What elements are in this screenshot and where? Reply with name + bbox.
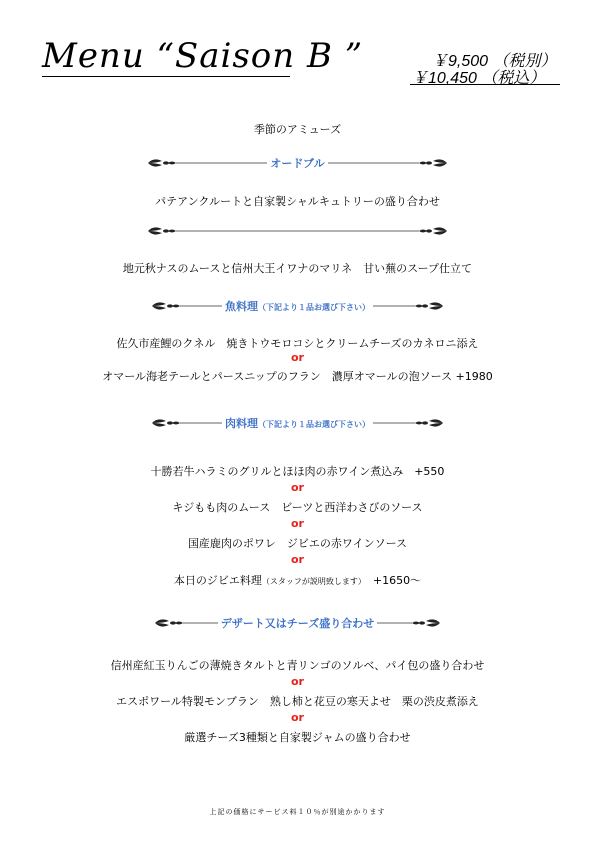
menu-item-dessert-3: 厳選チーズ3種類と自家製ジャムの盛り合わせ [184,731,411,744]
menu-item-meat-2: キジもも肉のムース ビーツと西洋わさびのソース [172,501,423,514]
or-separator: or [291,711,304,724]
or-separator: or [291,675,304,688]
or-separator: or [291,553,304,566]
menu-item-meat-1: 十勝若牛ハラミのグリルとほほ肉の赤ワイン煮込み +550 [150,465,445,478]
section-note-fish: （下記より１品お選び下さい） [258,303,370,312]
menu-item-pate: パテアンクルートと自家製シャルキュトリーの盛り合わせ [155,195,440,208]
menu-item-dessert-2: エスポワール特製モンブラン 熟し柿と花豆の寒天よせ 栗の渋皮煮添え [116,695,479,708]
menu-item-dessert-1: 信州産紅玉りんごの薄焼きタルトと青リンゴのソルベ、パイ包の盛り合わせ [110,659,485,672]
section-fish [0,298,595,314]
menu-item-fish-1: 佐久市産鯉のクネル 焼きトウモロコシとクリームチーズのカネロニ添え [116,337,479,350]
menu-item-meat-3: 国産鹿肉のポワレ ジビエの赤ワインソース [187,537,408,550]
section-label-fish: 魚料理 [225,300,258,313]
section-label-meat: 肉料理 [225,417,258,430]
or-separator: or [291,351,304,364]
meat-4-price: +1650〜 [361,574,422,587]
or-separator: or [291,517,304,530]
section-label-hors-doeuvre: オードブル [267,157,327,170]
section-meat [0,415,595,431]
service-charge-note: 上記の価格にサービス料１０％が別途かかります [209,808,386,816]
menu-item-fish-2: オマール海老テールとパースニップのフラン 濃厚オマールの泡ソース +1980 [102,370,493,383]
price-underline [410,84,560,85]
section-dessert [0,615,595,631]
section-label-dessert: デザート又はチーズ盛り合わせ [218,617,377,630]
section-note-meat: （下記より１品お選び下さい） [258,420,370,429]
price-incl-tax: ￥10,450 （税込） [412,70,546,87]
plain-divider [0,223,595,239]
ornament-divider [0,223,595,239]
section-hors-doeuvre [0,155,595,171]
or-separator: or [291,481,304,494]
title-underline [42,76,290,77]
menu-title: Menu “Saison B ” [42,36,364,76]
price-excl-tax: ￥9,500 （税別） [432,53,557,70]
menu-item-meat-4 [0,572,595,588]
meat-4-name: 本日のジビエ料理 [173,574,262,587]
menu-item-eggplant: 地元秋ナスのムースと信州大王イワナのマリネ 甘い蕪のスープ仕立て [122,262,473,275]
meat-4-note: （スタッフが説明致します） [261,577,362,586]
amuse-item: 季節のアミューズ [253,123,342,136]
